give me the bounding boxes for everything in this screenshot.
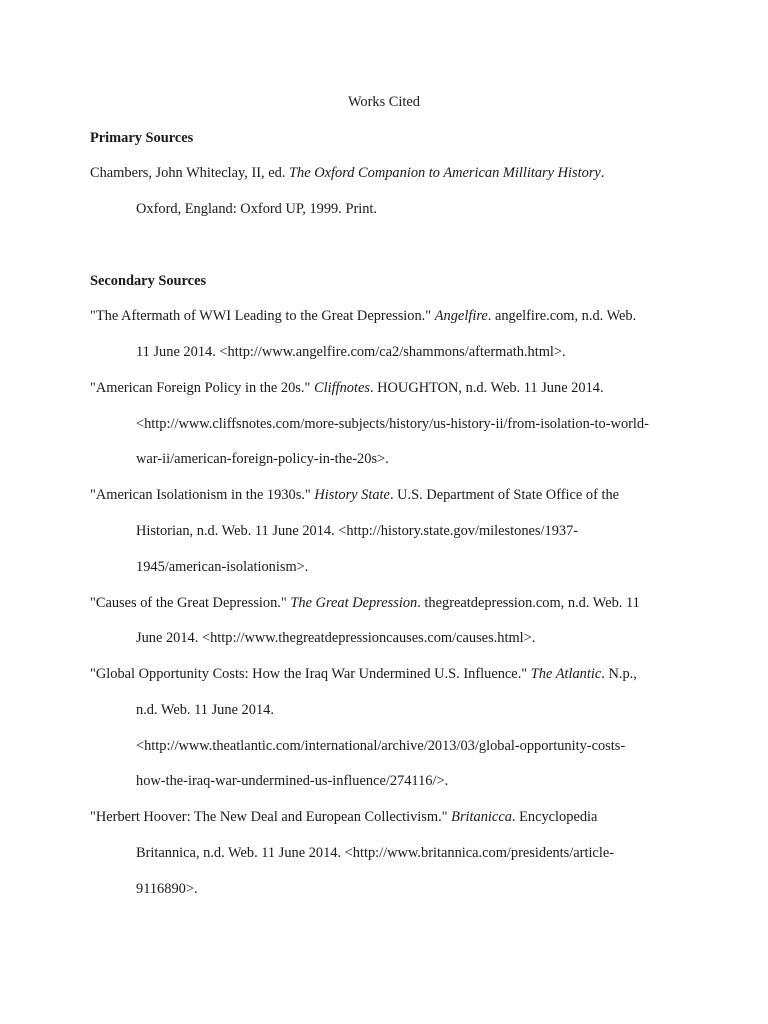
- secondary-sources-heading: Secondary Sources: [90, 273, 207, 289]
- citation-foreign-policy-line-2: <http://www.cliffsnotes.com/more-subjects/history/us-history-ii/from-isolation-to-world-: [136, 416, 649, 432]
- citation-aftermath-line-1: "The Aftermath of WWI Leading to the Great Depression." Angelfire. angelfire.com, n.d. Web.: [90, 308, 637, 324]
- citation-atlantic-line-1: "Global Opportunity Costs: How the Iraq War Undermined U.S. Influence." The Atlantic. N.p.,: [90, 666, 637, 682]
- citation-foreign-policy-line-3: war-ii/american-foreign-policy-in-the-20s>.: [136, 451, 389, 467]
- citation-chambers-line-2: Oxford, England: Oxford UP, 1999. Print.: [136, 201, 378, 217]
- citation-hoover-line-3: 9116890>.: [136, 881, 198, 897]
- citation-aftermath-line-2: 11 June 2014. <http://www.angelfire.com/ca2/shammons/aftermath.html>.: [136, 344, 566, 360]
- citation-hoover-line-1: "Herbert Hoover: The New Deal and European Collectivism." Britanicca. Encyclopedia: [90, 809, 598, 825]
- citation-isolationism-line-2: Historian, n.d. Web. 11 June 2014. <http://history.state.gov/milestones/1937-: [136, 523, 579, 539]
- citation-atlantic-line-3: <http://www.theatlantic.com/international/archive/2013/03/global-opportunity-costs-: [136, 738, 626, 754]
- citation-hoover-line-2: Britannica, n.d. Web. 11 June 2014. <http://www.britannica.com/presidents/article-: [136, 845, 615, 861]
- citation-atlantic-line-4: how-the-iraq-war-undermined-us-influence/274116/>.: [136, 773, 449, 789]
- citation-causes-line-2: June 2014. <http://www.thegreatdepressioncauses.com/causes.html>.: [136, 630, 536, 646]
- citation-foreign-policy-line-1: "American Foreign Policy in the 20s." Cliffnotes. HOUGHTON, n.d. Web. 11 June 2014.: [90, 380, 604, 396]
- citation-isolationism-line-1: "American Isolationism in the 1930s." History State. U.S. Department of State Office of the: [90, 487, 620, 503]
- citation-chambers-line-1: Chambers, John Whiteclay, II, ed. The Oxford Companion to American Millitary History.: [90, 165, 605, 181]
- page-title: Works Cited: [348, 94, 420, 110]
- citation-isolationism-line-3: 1945/american-isolationism>.: [136, 559, 309, 575]
- primary-sources-heading: Primary Sources: [90, 130, 194, 146]
- citation-atlantic-line-2: n.d. Web. 11 June 2014.: [136, 702, 274, 718]
- citation-causes-line-1: "Causes of the Great Depression." The Great Depression. thegreatdepression.com, n.d. Web. 11: [90, 595, 640, 611]
